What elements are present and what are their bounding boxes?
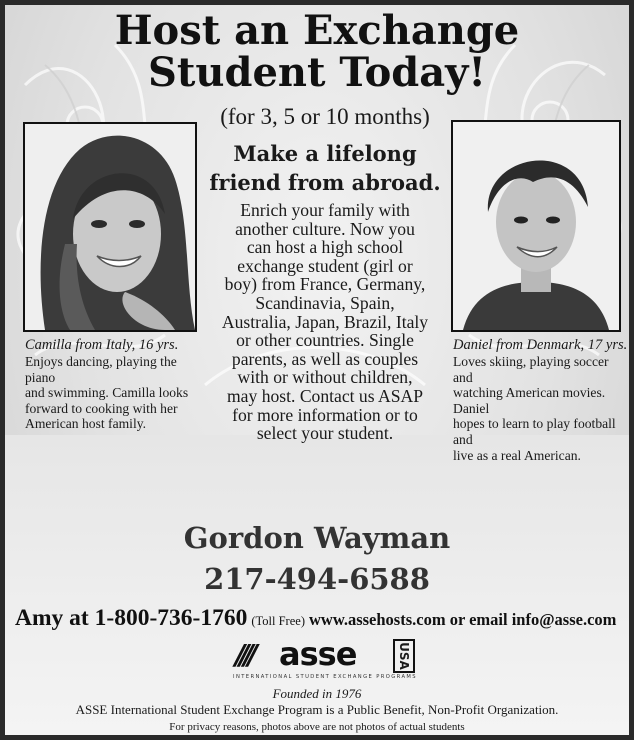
logo-subtitle: INTERNATIONAL STUDENT EXCHANGE PROGRAMS <box>233 674 417 680</box>
description-line: and swimming. Camilla looks <box>25 385 189 401</box>
agent-name: Gordon Wayman <box>183 521 451 555</box>
description-line: hopes to learn to play football and <box>453 416 616 447</box>
agent-phone: 217-494-6588 <box>204 562 430 596</box>
subheadline-line-1: Make a lifelong <box>233 141 417 166</box>
amy-phone: Amy at 1-800-736-1760 <box>15 605 248 631</box>
headline-line-2 <box>5 51 629 95</box>
logo-slashes: //// <box>235 638 252 671</box>
student-photo-daniel <box>451 120 621 332</box>
body-line: with or without children, <box>237 367 413 388</box>
description-line: Enjoys dancing, playing the piano <box>25 354 177 385</box>
body-line: for more information or to <box>232 404 418 425</box>
body-line: another culture. Now you <box>235 218 415 239</box>
logo-usa-box <box>393 639 415 673</box>
body-line: exchange student (girl or <box>237 255 413 276</box>
body-line: parents, as well as couples <box>231 348 419 369</box>
website-email: www.assehosts.com or email info@asse.com <box>308 610 617 629</box>
body-line: boy) from France, Germany, <box>224 274 426 295</box>
headline-line-1: Host an Exchange <box>114 7 520 54</box>
description-line: Loves skiing, playing soccer and <box>453 354 609 385</box>
boy-portrait-image <box>453 122 619 330</box>
description-line: American host family. <box>25 416 147 432</box>
girl-portrait-image <box>25 124 195 330</box>
logo-usa-text: USA <box>397 642 411 670</box>
body-line: can host a high school <box>246 237 404 258</box>
logo-wordmark: asse <box>279 635 357 673</box>
body-copy <box>205 201 445 443</box>
founded-text: Founded in 1976 <box>272 686 362 701</box>
description-line: forward to cooking with her <box>25 400 178 416</box>
headline-line-2-text: Student Today <box>148 49 469 96</box>
toll-free-label: (Toll Free) <box>251 614 305 628</box>
duration-text: (for 3, 5 or 10 months) <box>220 104 430 129</box>
description-line: live as a real American. <box>453 447 581 463</box>
body-line: Scandinavia, Spain, <box>255 292 395 313</box>
description-line: watching American movies. Daniel <box>453 385 606 416</box>
asse-logo <box>227 635 423 683</box>
student-name-camilla: Camilla from Italy, 16 yrs. <box>25 337 179 353</box>
body-line: Australia, Japan, Brazil, Italy <box>221 311 429 332</box>
body-line: select your student. <box>256 423 394 444</box>
organization-text: ASSE International Student Exchange Program is a Public Benefit, Non-Profit Organization. <box>75 702 559 717</box>
student-description-camilla <box>25 354 205 432</box>
student-photo-camilla <box>23 122 197 332</box>
subheadline <box>205 139 445 197</box>
contact-line <box>15 605 625 632</box>
student-name-daniel: Daniel from Denmark, 17 yrs. <box>453 337 628 353</box>
subheadline-line-2: friend from abroad. <box>209 170 441 195</box>
headline-exclamation: ! <box>468 49 486 96</box>
body-line: may host. Contact us ASAP <box>227 385 423 406</box>
body-line: or other countries. Single <box>236 330 414 351</box>
student-description-daniel <box>453 354 629 463</box>
privacy-notice: For privacy reasons, photos above are not photos of actual students <box>169 721 465 733</box>
body-line: Enrich your family with <box>240 200 410 220</box>
